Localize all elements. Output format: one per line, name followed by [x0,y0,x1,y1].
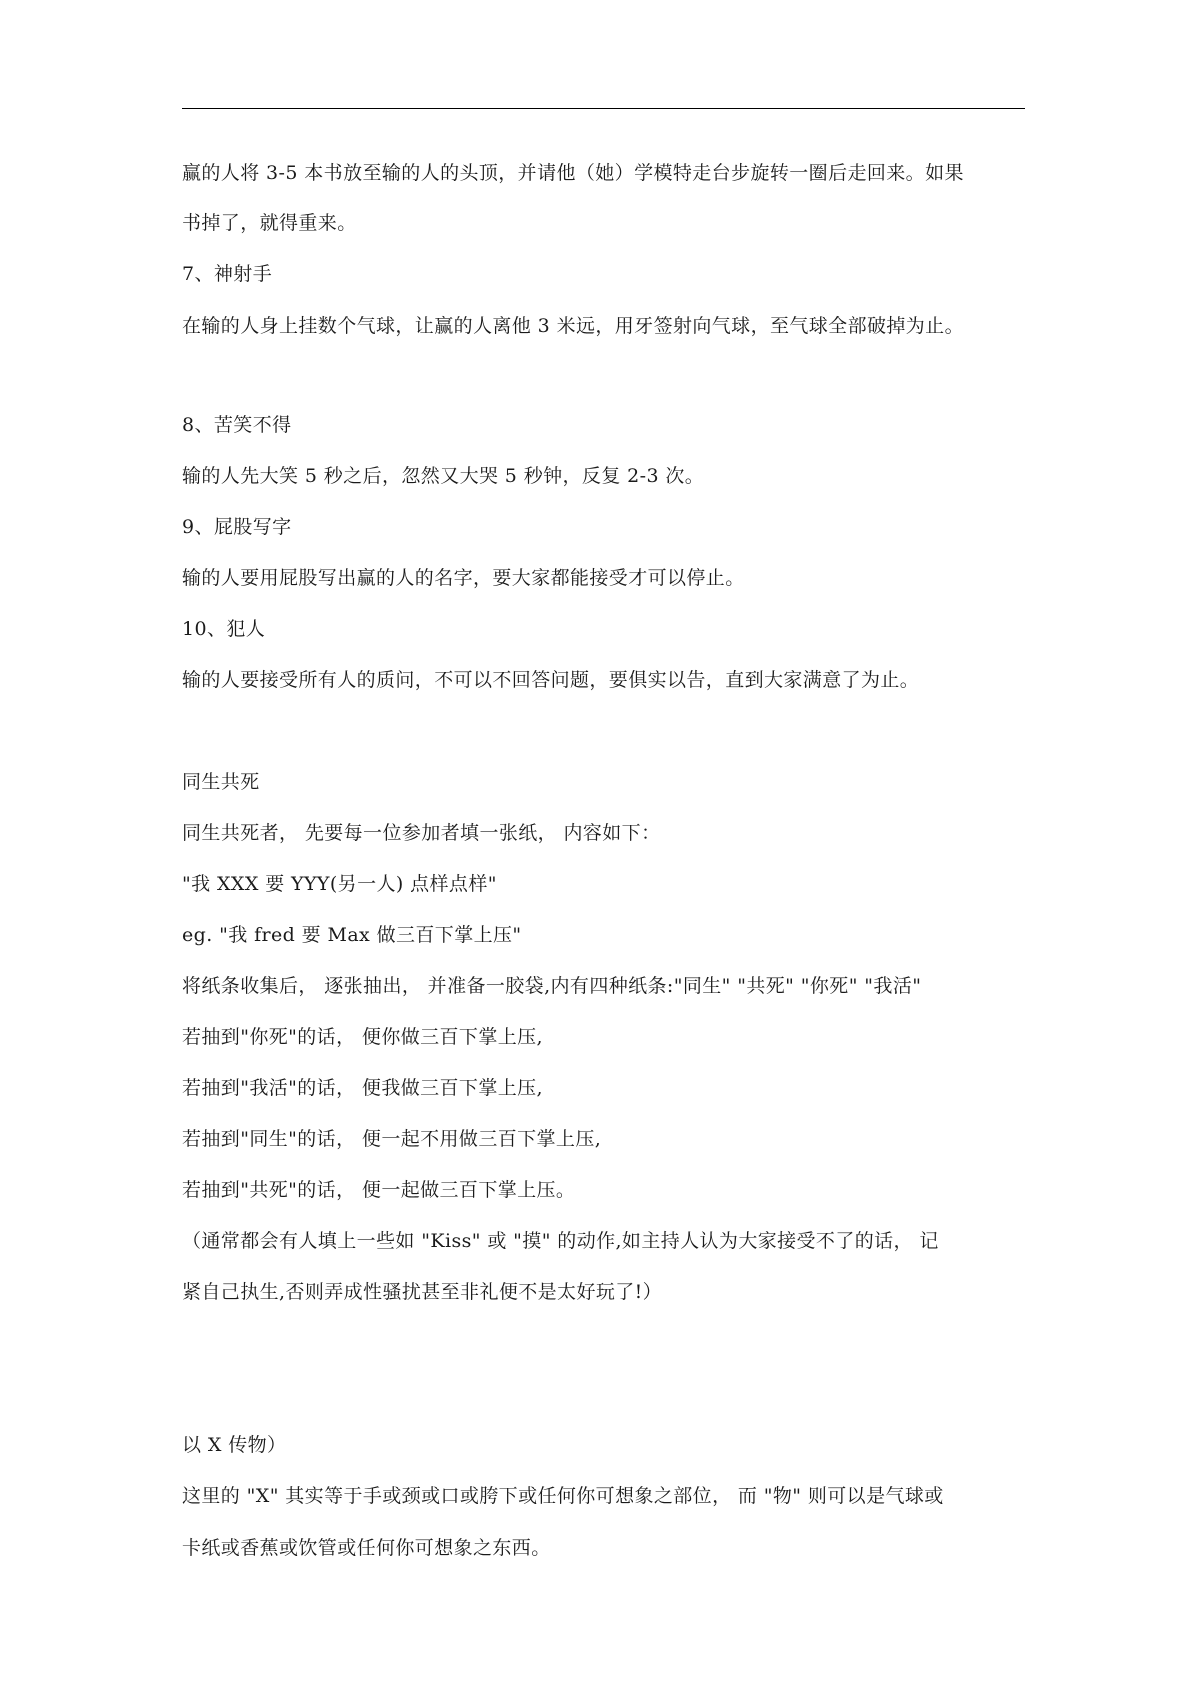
paragraph-line: "我 XXX 要 YYY(另一人) 点样点样" [182,873,497,895]
paragraph-line: 紧自己执生,否则弄成性骚扰甚至非礼便不是太好玩了!） [182,1281,663,1303]
section-heading: 同生共死 [182,771,260,793]
paragraph-line: 将纸条收集后， 逐张抽出， 并准备一胶袋,内有四种纸条:"同生" "共死" "你死" "我活" [182,975,922,997]
paragraph-line: 若抽到"同生"的话， 便一起不用做三百下掌上压, [182,1128,602,1150]
section-heading: 9、屁股写字 [182,516,292,538]
paragraph-line: 输的人先大笑 5 秒之后，忽然又大哭 5 秒钟，反复 2-3 次。 [182,465,705,487]
paragraph-line: 同生共死者， 先要每一位参加者填一张纸， 内容如下： [182,822,661,844]
paragraph-line: 在输的人身上挂数个气球，让赢的人离他 3 米远，用牙签射向气球，至气球全部破掉为止。 [182,315,964,337]
paragraph-line: 卡纸或香蕉或饮管或任何你可想象之东西。 [182,1537,551,1559]
paragraph-line: 赢的人将 3-5 本书放至输的人的头顶，并请他（她）学模特走台步旋转一圈后走回来。如果 [182,162,964,184]
paragraph-line: （通常都会有人填上一些如 "Kiss" 或 "摸" 的动作,如主持人认为大家接受不了的话， 记 [182,1230,939,1252]
section-heading: 7、神射手 [182,263,273,285]
section-heading: 以 X 传物） [182,1434,287,1456]
section-heading: 10、犯人 [182,618,266,640]
header-rule [182,108,1025,109]
paragraph-line: eg. "我 fred 要 Max 做三百下掌上压" [182,924,522,946]
paragraph-line: 若抽到"共死"的话， 便一起做三百下掌上压。 [182,1179,576,1201]
section-heading: 8、苦笑不得 [182,414,292,436]
paragraph-line: 书掉了，就得重来。 [182,212,357,234]
paragraph-line: 若抽到"我活"的话， 便我做三百下掌上压, [182,1077,543,1099]
paragraph-line: 若抽到"你死"的话， 便你做三百下掌上压, [182,1026,543,1048]
paragraph-line: 输的人要用屁股写出赢的人的名字，要大家都能接受才可以停止。 [182,567,745,589]
paragraph-line: 这里的 "X" 其实等于手或颈或口或胯下或任何你可想象之部位， 而 "物" 则可以是气球或 [182,1485,944,1507]
paragraph-line: 输的人要接受所有人的质问，不可以不回答问题，要俱实以告，直到大家满意了为止。 [182,669,920,691]
